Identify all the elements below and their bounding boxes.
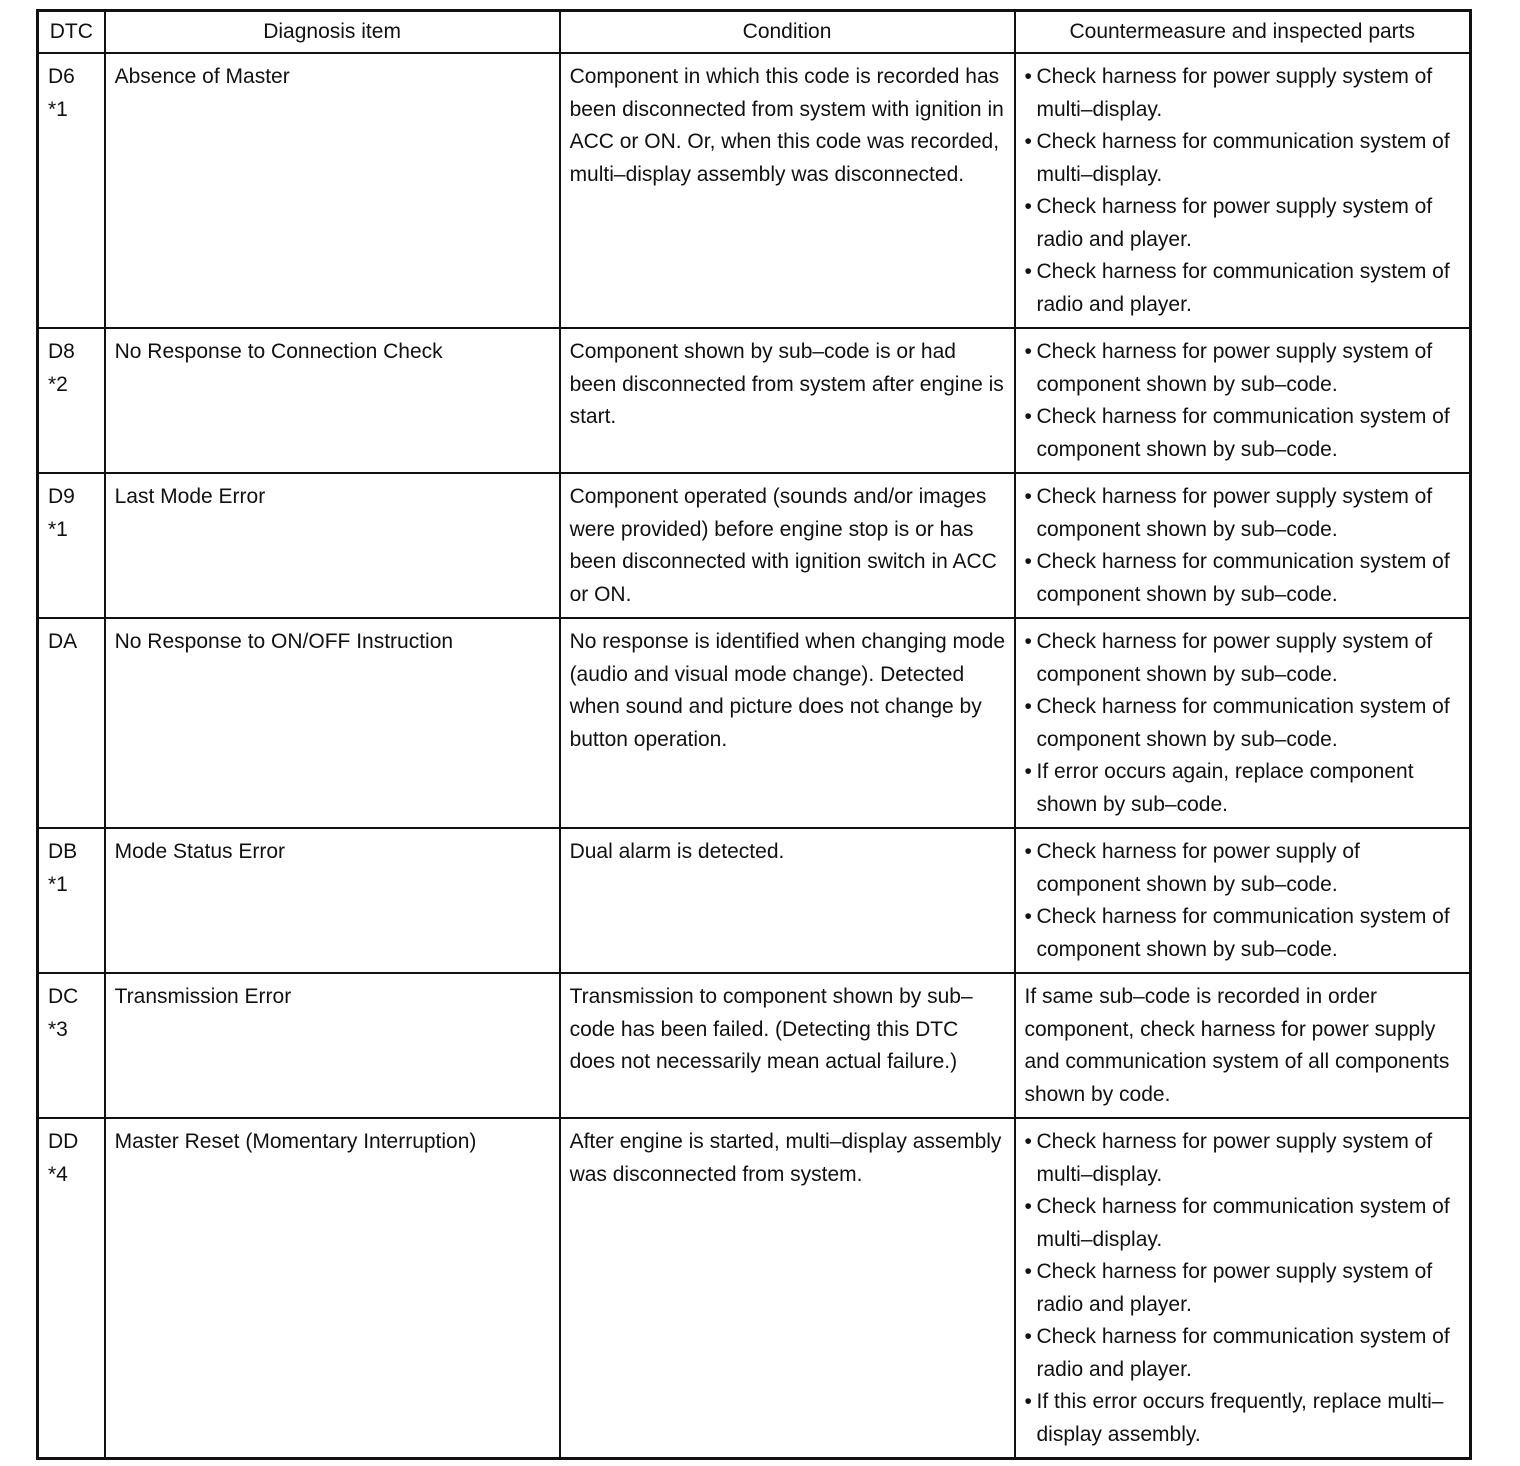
dtc-code: DB: [48, 840, 78, 863]
diagnosis-item-cell: Transmission Error: [105, 973, 560, 1118]
countermeasure-item: • Check harness for communication system of radio and player.: [1025, 1321, 1462, 1386]
dtc-cell: [38, 973, 105, 1118]
dtc-code: D9: [48, 485, 75, 508]
condition-cell: Component operated (sounds and/or images were provided) before engine stop is or has been disconnected with ignition switch in ACC or ON.: [560, 473, 1015, 618]
countermeasure-cell: [1015, 53, 1471, 328]
countermeasure-item: • Check harness for communication system of component shown by sub–code.: [1025, 691, 1462, 756]
dtc-cell: [38, 473, 105, 618]
dtc-cell: [38, 828, 105, 973]
condition-cell: No response is identified when changing mode (audio and visual mode change). Detected when sound and picture does not change by button operation.: [560, 618, 1015, 828]
countermeasure-item: • Check harness for power supply system of component shown by sub–code.: [1025, 626, 1462, 691]
dtc-footnote-ref: *1: [48, 97, 68, 121]
dtc-code: DD: [48, 1130, 79, 1153]
countermeasure-list: [1025, 1126, 1462, 1451]
header-countermeasure: Countermeasure and inspected parts: [1015, 11, 1471, 54]
countermeasure-item: • Check harness for power supply of component shown by sub–code.: [1025, 836, 1462, 901]
condition-cell: Transmission to component shown by sub–code has been failed. (Detecting this DTC does not necessarily mean actual failure.): [560, 973, 1015, 1118]
dtc-diagnosis-table: [36, 9, 1472, 1460]
dtc-footnote-ref: *1: [48, 872, 68, 896]
dtc-footnote-ref: *3: [48, 1017, 68, 1041]
condition-cell: After engine is started, multi–display assembly was disconnected from system.: [560, 1118, 1015, 1459]
countermeasure-item: • Check harness for communication system of multi–display.: [1025, 1191, 1462, 1256]
condition-cell: Dual alarm is detected.: [560, 828, 1015, 973]
countermeasure-list: [1025, 626, 1462, 821]
dtc-footnote-ref: *4: [48, 1162, 68, 1186]
diagnosis-item-cell: No Response to ON/OFF Instruction: [105, 618, 560, 828]
table-header: [38, 11, 1471, 54]
countermeasure-cell: [1015, 1118, 1471, 1459]
table-row: [38, 53, 1471, 328]
diagnosis-item-cell: Mode Status Error: [105, 828, 560, 973]
countermeasure-item: • Check harness for power supply system of multi–display.: [1025, 1126, 1462, 1191]
table-row: [38, 828, 1471, 973]
countermeasure-cell: [1015, 973, 1471, 1118]
countermeasure-item: • Check harness for power supply system of radio and player.: [1025, 191, 1462, 256]
countermeasure-list: [1025, 61, 1462, 321]
header-condition: Condition: [560, 11, 1015, 54]
condition-cell: Component shown by sub–code is or had been disconnected from system after engine is start.: [560, 328, 1015, 473]
header-row: [38, 11, 1471, 54]
countermeasure-item: • Check harness for power supply system of radio and player.: [1025, 1256, 1462, 1321]
countermeasure-list: [1025, 336, 1462, 466]
dtc-cell: [38, 1118, 105, 1459]
countermeasure-list: [1025, 836, 1462, 966]
countermeasure-item: • Check harness for power supply system of multi–display.: [1025, 61, 1462, 126]
dtc-code: D8: [48, 340, 75, 363]
condition-cell: Component in which this code is recorded has been disconnected from system with ignition in ACC or ON. Or, when this code was recorded, multi–display assembly was disconnected.: [560, 53, 1015, 328]
dtc-code: DA: [48, 630, 78, 653]
diagnosis-item-cell: Absence of Master: [105, 53, 560, 328]
dtc-footnote-ref: *2: [48, 372, 68, 396]
countermeasure-item: • Check harness for communication system of component shown by sub–code.: [1025, 401, 1462, 466]
countermeasure-item: • Check harness for communication system of component shown by sub–code.: [1025, 901, 1462, 966]
countermeasure-cell: [1015, 473, 1471, 618]
dtc-cell: [38, 328, 105, 473]
countermeasure-item: • Check harness for communication system of radio and player.: [1025, 256, 1462, 321]
diagnosis-item-cell: Master Reset (Momentary Interruption): [105, 1118, 560, 1459]
countermeasure-cell: [1015, 618, 1471, 828]
dtc-cell: [38, 53, 105, 328]
header-dtc: DTC: [38, 11, 105, 54]
table-row: [38, 618, 1471, 828]
countermeasure-item: • If this error occurs frequently, replace multi–display assembly.: [1025, 1386, 1462, 1451]
countermeasure-cell: [1015, 328, 1471, 473]
dtc-footnote-ref: *1: [48, 517, 68, 541]
countermeasure-item: • Check harness for communication system of multi–display.: [1025, 126, 1462, 191]
dtc-code: D6: [48, 65, 75, 88]
countermeasure-cell: [1015, 828, 1471, 973]
header-diagnosis-item: Diagnosis item: [105, 11, 560, 54]
table-row: [38, 973, 1471, 1118]
countermeasure-list: [1025, 481, 1462, 611]
diagnosis-item-cell: Last Mode Error: [105, 473, 560, 618]
table-row: [38, 1118, 1471, 1459]
table-row: [38, 328, 1471, 473]
table-row: [38, 473, 1471, 618]
dtc-code: DC: [48, 985, 79, 1008]
table-body: [38, 53, 1471, 1459]
countermeasure-item: • Check harness for power supply system of component shown by sub–code.: [1025, 336, 1462, 401]
dtc-cell: [38, 618, 105, 828]
countermeasure-item: • Check harness for communication system of component shown by sub–code.: [1025, 546, 1462, 611]
diagnosis-item-cell: No Response to Connection Check: [105, 328, 560, 473]
countermeasure-item: • If error occurs again, replace component shown by sub–code.: [1025, 756, 1462, 821]
countermeasure-text: If same sub–code is recorded in order component, check harness for power supply and communication system of all components shown by code.: [1024, 985, 1450, 1106]
countermeasure-item: • Check harness for power supply system of component shown by sub–code.: [1025, 481, 1462, 546]
